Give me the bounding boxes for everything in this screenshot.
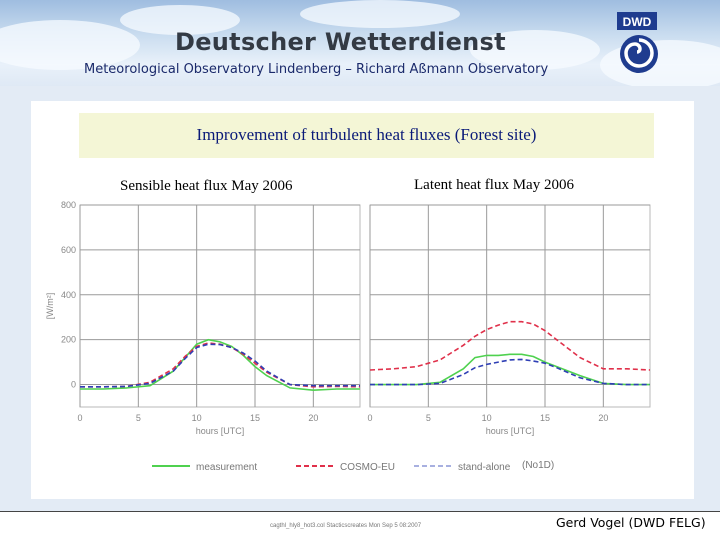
x-tick-label: 5 xyxy=(425,413,431,423)
chart-legend xyxy=(152,460,554,473)
x-tick-label: 15 xyxy=(249,413,261,423)
organization-name: Deutscher Wetterdienst xyxy=(175,28,506,56)
plot-area xyxy=(80,205,360,407)
legend-label: measurement xyxy=(196,462,258,473)
chart-latent xyxy=(367,205,650,436)
y-tick-label: 600 xyxy=(60,244,76,255)
x-axis-label: hours [UTC] xyxy=(485,426,535,436)
x-tick-label: 0 xyxy=(367,413,373,423)
x-axis-label: hours [UTC] xyxy=(195,426,245,436)
footer-credit: Gerd Vogel (DWD FELG) xyxy=(556,515,706,530)
x-tick-label: 20 xyxy=(598,413,609,423)
x-tick-label: 5 xyxy=(135,413,141,423)
y-tick-label: 0 xyxy=(70,379,76,390)
x-tick-label: 10 xyxy=(191,413,202,423)
footer-file-note: cagthl_hly8_hot3.col Stacticscreates Mon Sep 5 08:2007 xyxy=(270,523,422,529)
legend-extra-label: (No1D) xyxy=(522,460,555,471)
latent-chart-title: Latent heat flux May 2006 xyxy=(414,177,574,193)
x-tick-label: 0 xyxy=(77,413,83,423)
y-tick-label: 800 xyxy=(60,200,76,210)
x-tick-label: 20 xyxy=(308,413,319,423)
y-tick-label: 400 xyxy=(60,289,76,300)
chart-sensible xyxy=(45,200,360,436)
svg-text:DWD: DWD xyxy=(622,15,652,29)
sensible-chart-title: Sensible heat flux May 2006 xyxy=(120,178,293,194)
plot-area xyxy=(370,205,650,407)
legend-label: stand-alone xyxy=(458,462,511,473)
x-tick-label: 15 xyxy=(539,413,551,423)
observatory-subtitle: Meteorological Observatory Lindenberg – Richard Aßmann Observatory xyxy=(84,62,549,77)
legend-label: COSMO-EU xyxy=(340,462,395,473)
y-tick-label: 200 xyxy=(60,334,76,345)
y-axis-label: [W/m²] xyxy=(45,292,55,320)
slide-title: Improvement of turbulent heat fluxes (Forest site) xyxy=(196,125,537,144)
x-tick-label: 10 xyxy=(481,413,492,423)
footer-divider xyxy=(0,511,720,512)
